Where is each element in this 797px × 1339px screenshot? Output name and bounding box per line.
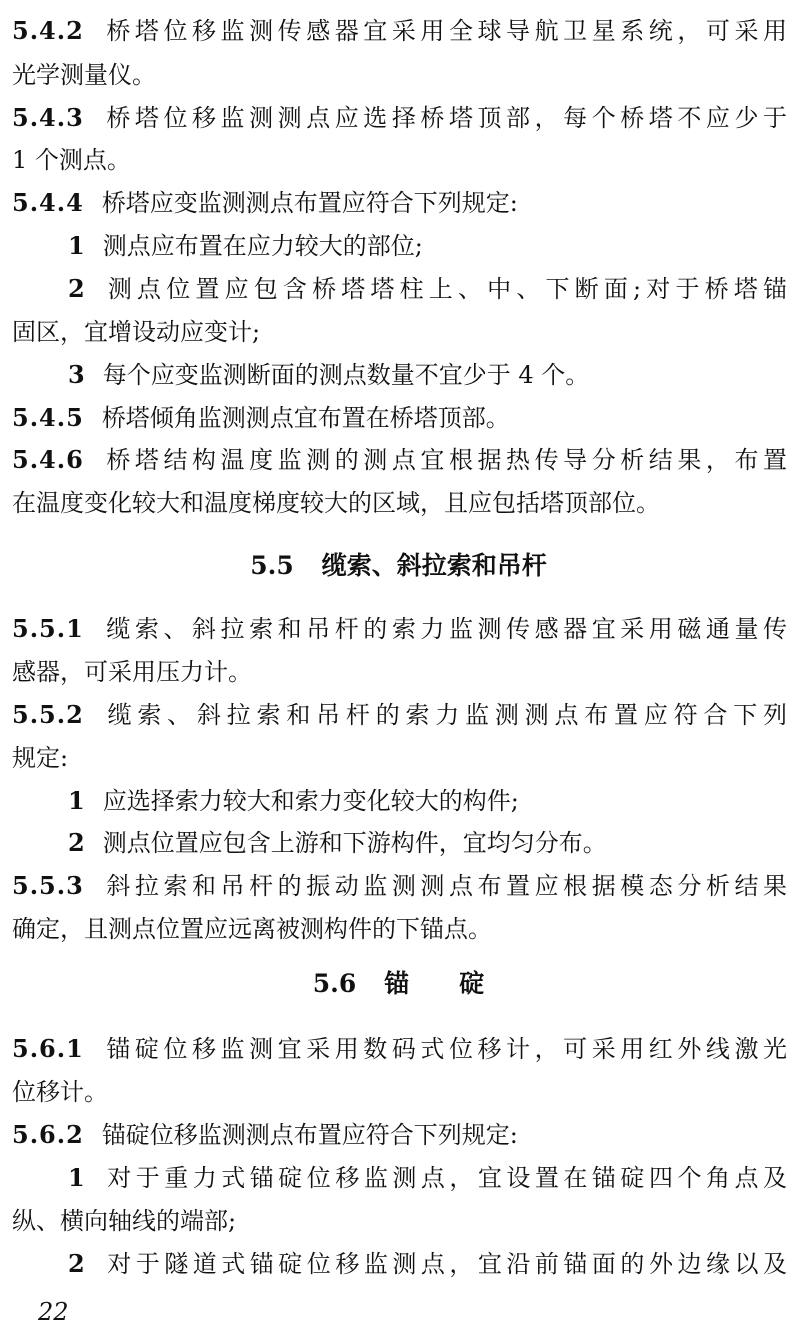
section-number: 5.6 (312, 969, 357, 998)
clause-number: 5.4.4 (12, 188, 84, 217)
section-heading-5-6 (0, 966, 797, 1002)
item-number: 2 (68, 274, 85, 303)
clause-text: 锚碇位移监测宜采用数码式位移计，可采用红外线激光 (101, 1035, 787, 1063)
clause-5-4-4 (12, 186, 787, 220)
clause-number: 5.4.3 (12, 103, 84, 132)
clause-number: 5.5.3 (12, 871, 84, 900)
section-heading-5-5 (0, 548, 797, 584)
item-text: 测点应布置在应力较大的部位; (102, 232, 423, 260)
item-number: 1 (68, 786, 85, 815)
clause-text: 桥塔应变监测测点布置应符合下列规定: (101, 189, 518, 217)
clause-5-4-6 (12, 443, 787, 477)
item-text: 应选择索力较大和索力变化较大的构件; (102, 787, 519, 815)
item-text: 对于重力式锚碇位移监测点，宜设置在锚碇四个角点及 (102, 1164, 787, 1192)
page-number: 22 (38, 1298, 69, 1326)
clause-5-4-6-cont: 在温度变化较大和温度梯度较大的区域，且应包括塔顶部位。 (12, 489, 660, 517)
clause-5-4-3 (12, 101, 787, 135)
item-number: 2 (68, 1249, 85, 1278)
item-text: 测点位置应包含上游和下游构件，宜均匀分布。 (102, 829, 607, 857)
clause-5-6-2 (12, 1118, 787, 1152)
clause-text: 桥塔结构温度监测的测点宜根据热传导分析结果，布置 (101, 446, 787, 474)
section-title: 缆索、斜拉索和吊杆 (321, 551, 547, 580)
list-item-cont: 固区，宜增设动应变计; (12, 318, 261, 346)
list-item (68, 229, 787, 263)
list-item-cont: 纵、横向轴线的端部; (12, 1207, 237, 1235)
item-number: 2 (68, 828, 85, 857)
item-text: 每个应变监测断面的测点数量不宜少于 4 个。 (102, 361, 590, 389)
clause-5-6-1-cont: 位移计。 (12, 1078, 108, 1106)
clause-number: 5.6.1 (12, 1034, 84, 1063)
clause-text: 缆索、斜拉索和吊杆的索力监测测点布置应符合下列 (101, 701, 787, 729)
item-number: 1 (68, 231, 85, 260)
clause-number: 5.4.5 (12, 403, 84, 432)
item-number: 1 (68, 1163, 85, 1192)
clause-5-4-2 (12, 14, 787, 48)
clause-text: 桥塔位移监测传感器宜采用全球导航卫星系统，可采用 (101, 17, 787, 45)
clause-5-5-1-cont: 感器，可采用压力计。 (12, 658, 252, 686)
clause-5-4-2-cont: 光学测量仪。 (12, 61, 156, 89)
list-item (68, 1247, 787, 1281)
clause-number: 5.5.1 (12, 614, 84, 643)
list-item (68, 272, 787, 306)
clause-number: 5.5.2 (12, 700, 84, 729)
item-number: 3 (68, 360, 85, 389)
clause-text: 桥塔倾角监测测点宜布置在桥塔顶部。 (101, 404, 510, 432)
clause-text: 桥塔位移监测测点应选择桥塔顶部，每个桥塔不应少于 (101, 104, 787, 132)
list-item (68, 784, 787, 818)
clause-number: 5.6.2 (12, 1120, 84, 1149)
clause-number: 5.4.6 (12, 445, 84, 474)
item-text: 测点位置应包含桥塔塔柱上、中、下断面;对于桥塔锚 (102, 275, 787, 303)
section-number: 5.5 (250, 551, 294, 580)
clause-5-5-3 (12, 869, 787, 903)
clause-text: 斜拉索和吊杆的振动监测测点布置应根据模态分析结果 (101, 872, 787, 900)
clause-text: 锚碇位移监测测点布置应符合下列规定: (101, 1121, 518, 1149)
clause-5-5-3-cont: 确定，且测点位置应远离被测构件的下锚点。 (12, 915, 492, 943)
clause-number: 5.4.2 (12, 16, 84, 45)
clause-5-5-1 (12, 612, 787, 646)
clause-5-4-5 (12, 401, 787, 435)
list-item (68, 826, 787, 860)
clause-5-5-2 (12, 698, 787, 732)
clause-5-6-1 (12, 1032, 787, 1066)
list-item (68, 1161, 787, 1195)
item-text: 对于隧道式锚碇位移监测点，宜沿前锚面的外边缘以及 (102, 1250, 787, 1278)
clause-5-4-3-cont: 1 个测点。 (12, 146, 131, 174)
list-item (68, 358, 787, 392)
clause-5-5-2-cont: 规定: (12, 744, 69, 772)
clause-text: 缆索、斜拉索和吊杆的索力监测传感器宜采用磁通量传 (101, 615, 787, 643)
section-title: 锚 碇 (384, 969, 485, 998)
